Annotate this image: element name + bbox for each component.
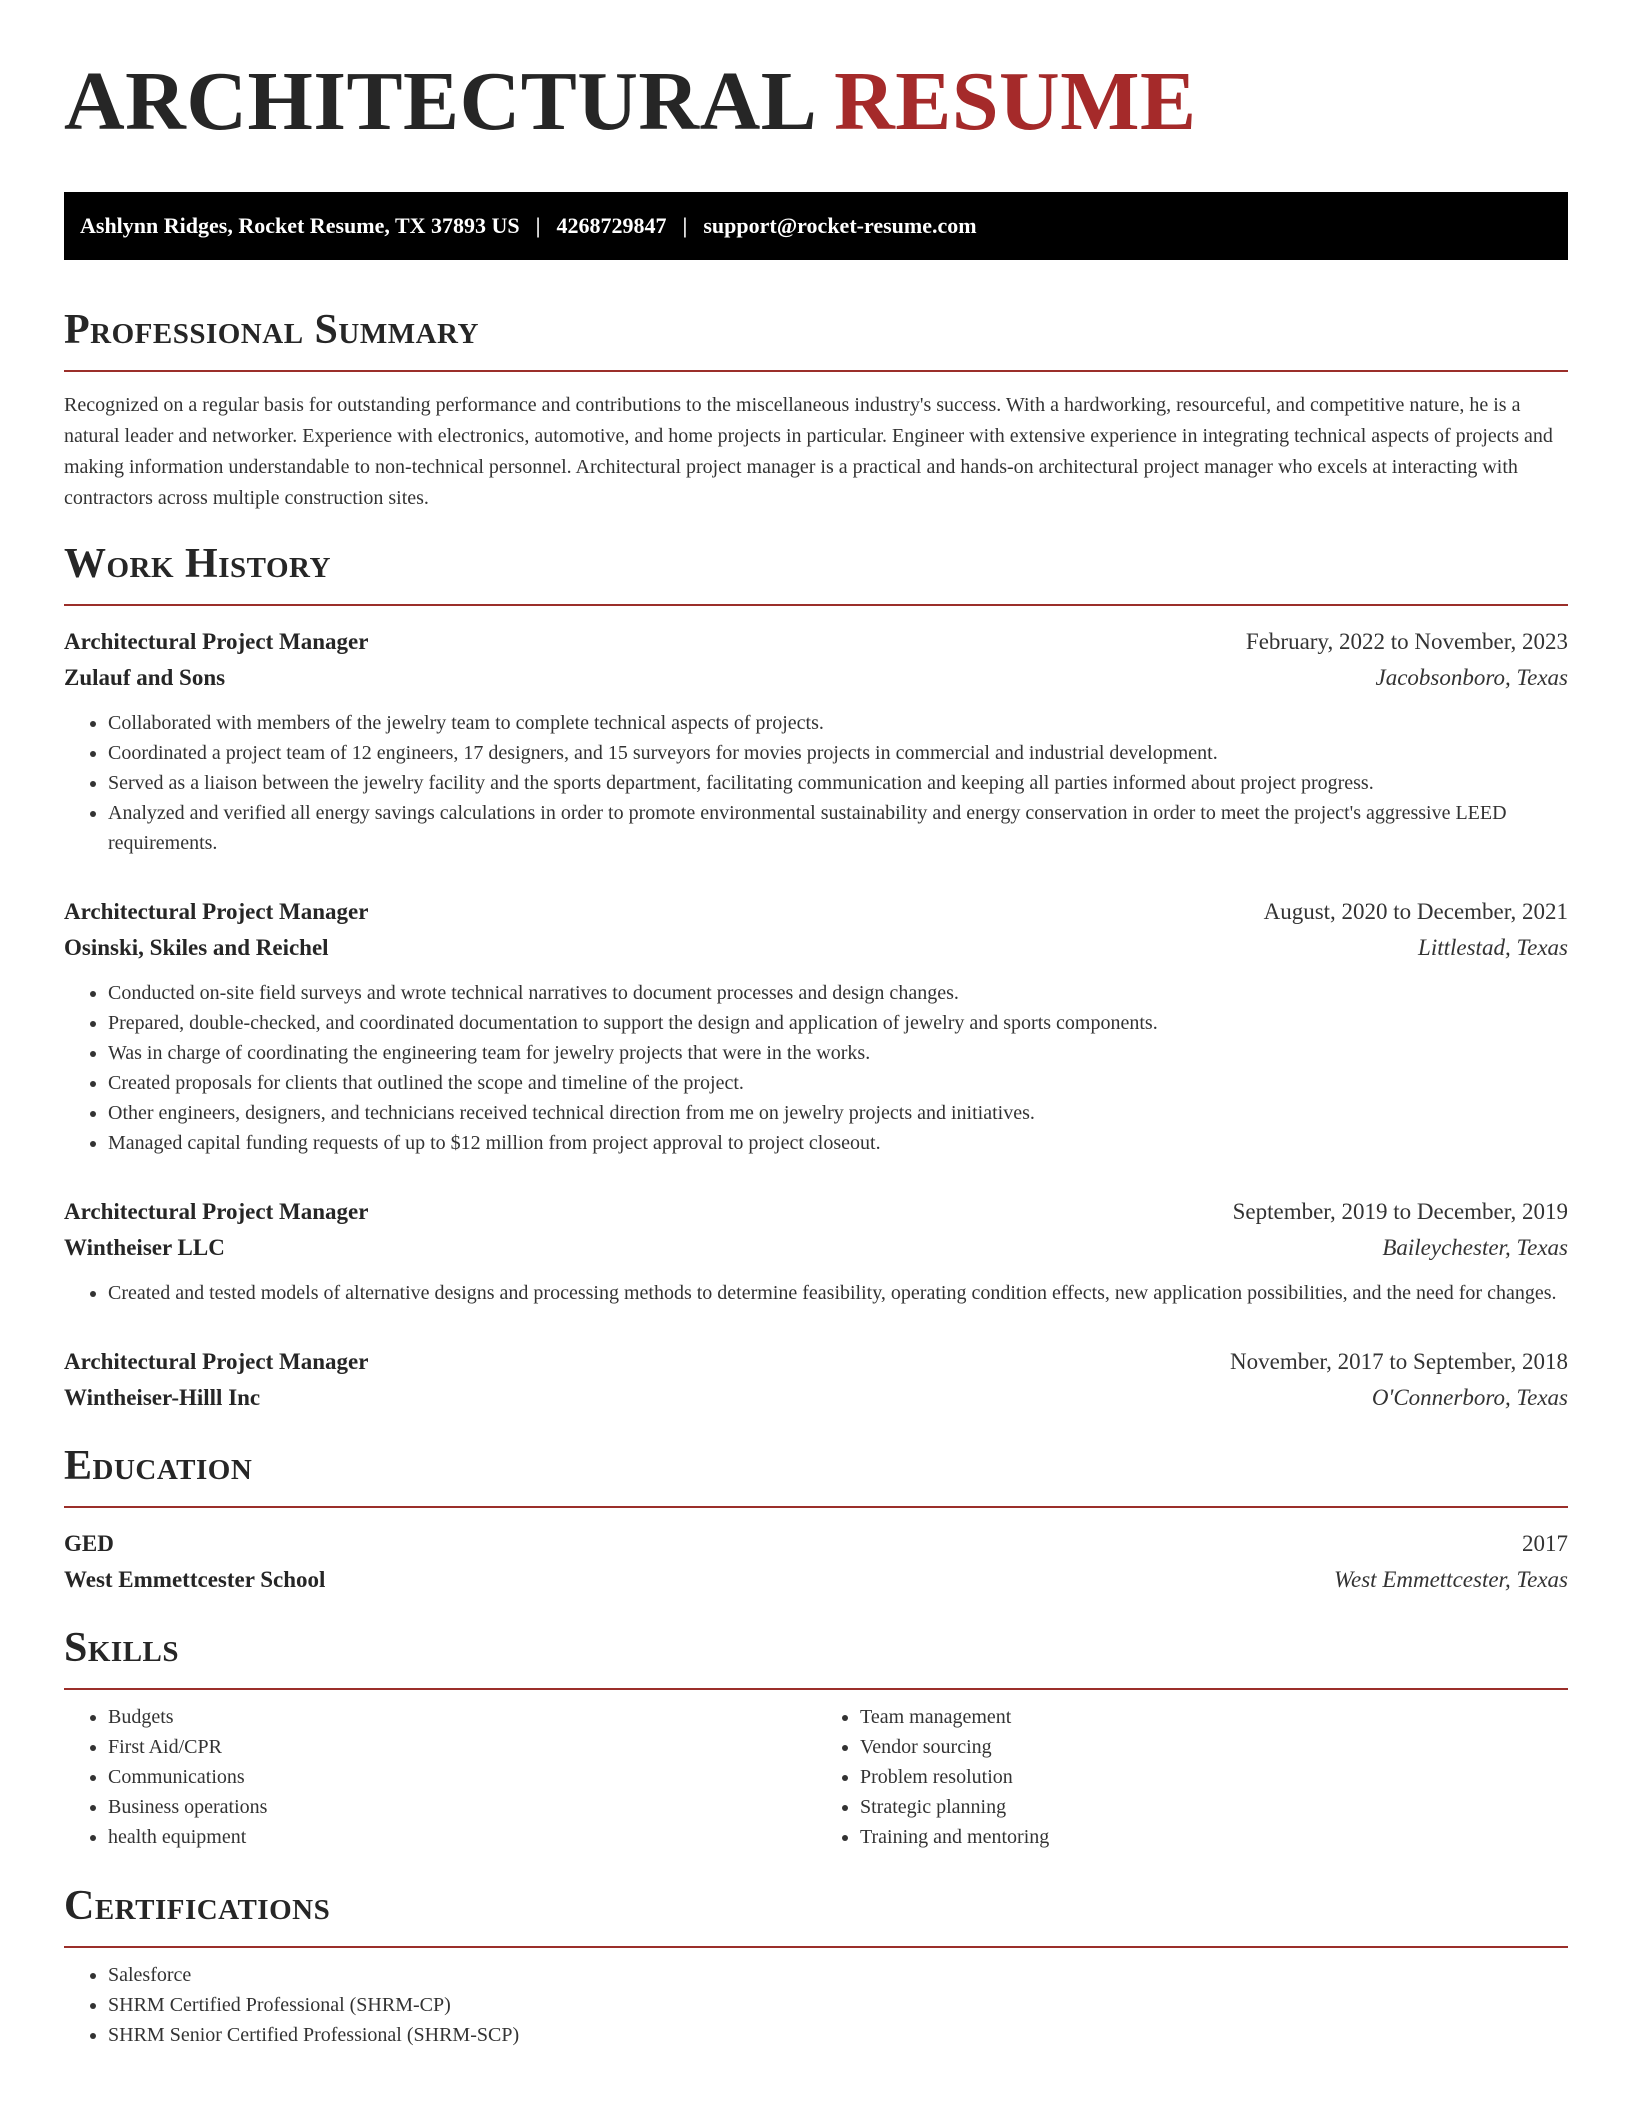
summary-text: Recognized on a regular basis for outstanding performance and contributions to the miscellaneous industry's success. With a hardworking, resourceful, and competitive nature, he is a natural leader and networker. Experience with electronics, automotive, and home projects in particular. Engineer with extensive experience in integrating technical aspects of projects and making information understandable to non-technical personnel. Architectural project manager is a practical and hands-on architectural project manager who excels at interacting with contractors across multiple construction sites. xyxy=(64,394,1553,509)
section-divider xyxy=(64,370,1568,372)
certification-item: • Salesforce xyxy=(108,1960,1568,1990)
education-location: West Emmettcester, Texas xyxy=(1333,1567,1568,1592)
job-bullet: • Created proposals for clients that outlined the scope and timeline of the project. xyxy=(108,1068,1568,1098)
skill-item: • Business operations xyxy=(108,1792,816,1822)
contact-separator: | xyxy=(535,213,541,238)
job-bullet: • Coordinated a project team of 12 engineers, 17 designers, and 15 surveyors for movies projects in commercial and industrial development. xyxy=(108,738,1568,768)
skill-item: • Problem resolution xyxy=(860,1762,1568,1792)
job-bullets xyxy=(64,978,1568,1158)
job-company: Zulauf and Sons xyxy=(64,665,226,690)
job-title: Architectural Project Manager xyxy=(64,1199,369,1224)
job-entry xyxy=(64,1194,1568,1308)
job-entry xyxy=(64,894,1568,1158)
job-entry xyxy=(64,624,1568,858)
skills-grid xyxy=(64,1702,1568,1852)
contact-address: Ashlynn Ridges, Rocket Resume, TX 37893 US xyxy=(80,213,520,238)
job-bullet: • Other engineers, designers, and technicians received technical direction from me on jewelry projects and initiatives. xyxy=(108,1098,1568,1128)
contact-email: support@rocket-resume.com xyxy=(703,213,977,238)
skills-column-right xyxy=(816,1702,1568,1852)
title-main: ARCHITECTURAL xyxy=(64,55,813,148)
certifications-list xyxy=(64,1960,1568,2050)
contact-separator: | xyxy=(682,213,688,238)
job-entry xyxy=(64,1344,1568,1416)
skills-column-left xyxy=(64,1702,816,1852)
resume-title xyxy=(64,52,1568,152)
job-bullets xyxy=(64,1278,1568,1308)
summary-heading: Professional Summary xyxy=(64,307,479,353)
job-bullet: • Served as a liaison between the jewelry facility and the sports department, facilitating communication and keeping all parties informed about project progress. xyxy=(108,768,1568,798)
certification-item: • SHRM Certified Professional (SHRM-CP) xyxy=(108,1990,1568,2020)
job-location: Baileychester, Texas xyxy=(1382,1235,1568,1260)
job-location: Jacobsonboro, Texas xyxy=(1375,665,1568,690)
certifications-heading: Certifications xyxy=(64,1883,331,1929)
job-dates: September, 2019 to December, 2019 xyxy=(1232,1199,1568,1224)
education-entry xyxy=(64,1526,1568,1598)
work-history-heading: Work History xyxy=(64,541,331,587)
job-company: Osinski, Skiles and Reichel xyxy=(64,935,329,960)
section-divider xyxy=(64,1946,1568,1948)
title-accent: RESUME xyxy=(834,55,1197,148)
education-school: West Emmettcester School xyxy=(64,1567,326,1592)
job-company: Wintheiser LLC xyxy=(64,1235,225,1260)
job-bullets xyxy=(64,708,1568,858)
job-location: O'Connerboro, Texas xyxy=(1371,1385,1568,1410)
skill-item: • Team management xyxy=(860,1702,1568,1732)
skill-item: • First Aid/CPR xyxy=(108,1732,816,1762)
education-heading: Education xyxy=(64,1443,253,1489)
job-dates: November, 2017 to September, 2018 xyxy=(1230,1349,1568,1374)
job-bullet: • Was in charge of coordinating the engineering team for jewelry projects that were in the works. xyxy=(108,1038,1568,1068)
skill-item: • Communications xyxy=(108,1762,816,1792)
skill-item: • Training and mentoring xyxy=(860,1822,1568,1852)
section-divider xyxy=(64,1688,1568,1690)
skill-item: • Strategic planning xyxy=(860,1792,1568,1822)
skill-item: • health equipment xyxy=(108,1822,816,1852)
job-bullet: • Analyzed and verified all energy savings calculations in order to promote environmental sustainability and energy conservation in order to meet the project's aggressive LEED requirements. xyxy=(108,798,1568,858)
job-title: Architectural Project Manager xyxy=(64,899,369,924)
section-divider xyxy=(64,1506,1568,1508)
education-year: 2017 xyxy=(1522,1531,1568,1556)
skills-heading: Skills xyxy=(64,1625,180,1671)
education-degree: GED xyxy=(64,1531,114,1556)
job-bullet: • Collaborated with members of the jewelry team to complete technical aspects of projects. xyxy=(108,708,1568,738)
job-company: Wintheiser-Hilll Inc xyxy=(64,1385,261,1410)
contact-bar xyxy=(64,192,1568,260)
job-bullet: • Conducted on-site field surveys and wrote technical narratives to document processes and design changes. xyxy=(108,978,1568,1008)
job-bullet: • Created and tested models of alternative designs and processing methods to determine feasibility, operating condition effects, new application possibilities, and the need for changes. xyxy=(108,1278,1568,1308)
job-dates: August, 2020 to December, 2021 xyxy=(1263,899,1568,924)
certification-item: • SHRM Senior Certified Professional (SHRM-SCP) xyxy=(108,2020,1568,2050)
job-location: Littlestad, Texas xyxy=(1418,935,1568,960)
skill-item: • Vendor sourcing xyxy=(860,1732,1568,1762)
job-title: Architectural Project Manager xyxy=(64,1349,369,1374)
job-bullet: • Managed capital funding requests of up to $12 million from project approval to project closeout. xyxy=(108,1128,1568,1158)
skill-item: • Budgets xyxy=(108,1702,816,1732)
section-divider xyxy=(64,604,1568,606)
job-dates: February, 2022 to November, 2023 xyxy=(1245,629,1568,654)
contact-phone: 4268729847 xyxy=(556,213,667,238)
job-bullet: • Prepared, double-checked, and coordinated documentation to support the design and application of jewelry and sports components. xyxy=(108,1008,1568,1038)
job-title: Architectural Project Manager xyxy=(64,629,369,654)
